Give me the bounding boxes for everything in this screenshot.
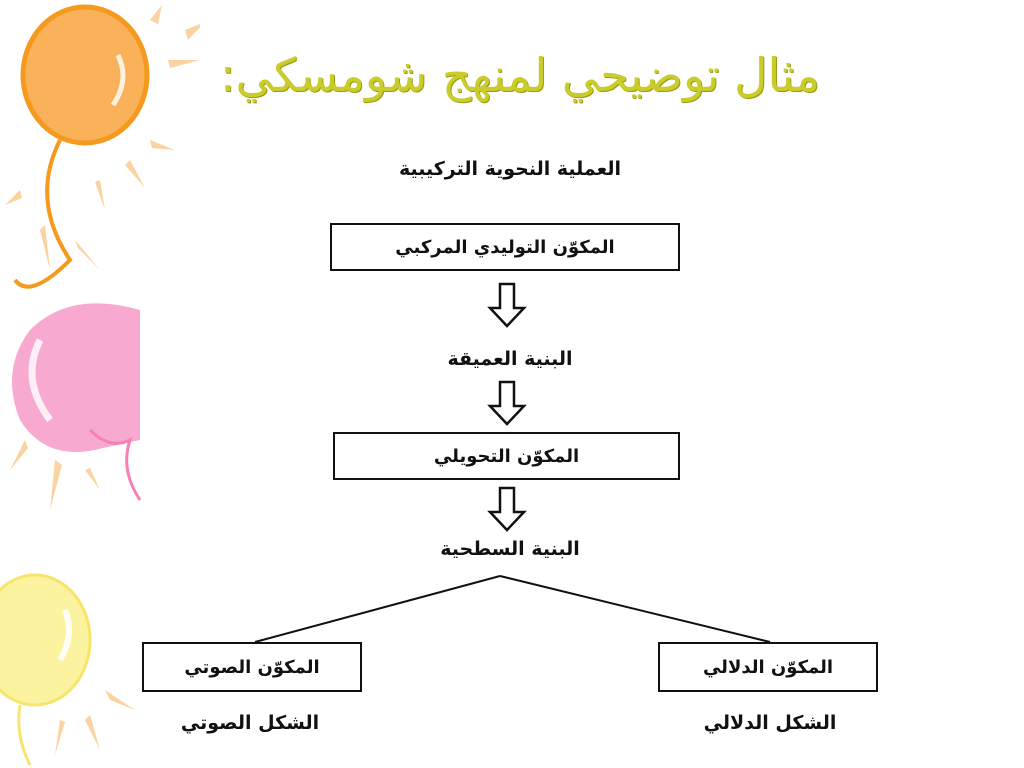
label-semantic-form: الشكل الدلالي <box>703 712 837 734</box>
box-transformational-component: المكوّن التحويلي <box>333 432 680 480</box>
down-arrow-icon <box>487 380 527 426</box>
label-deep-structure: البنية العميقة <box>447 348 573 370</box>
box-semantic-component: المكوّن الدلالي <box>658 642 878 692</box>
label-phonetic-form: الشكل الصوتي <box>180 712 320 734</box>
slide-title: مثال توضيحي لمنهج شومسكي: <box>220 48 820 102</box>
connector-left <box>255 576 500 642</box>
heading-syntactic-process: العملية النحوية التركيبية <box>398 158 622 180</box>
label-surface-structure: البنية السطحية <box>440 538 580 560</box>
box-generative-component: المكوّن التوليدي المركبي <box>330 223 680 271</box>
down-arrow-icon <box>487 486 527 532</box>
down-arrow-icon <box>487 282 527 328</box>
box-phonological-component: المكوّن الصوتي <box>142 642 362 692</box>
connector-right <box>500 576 770 642</box>
